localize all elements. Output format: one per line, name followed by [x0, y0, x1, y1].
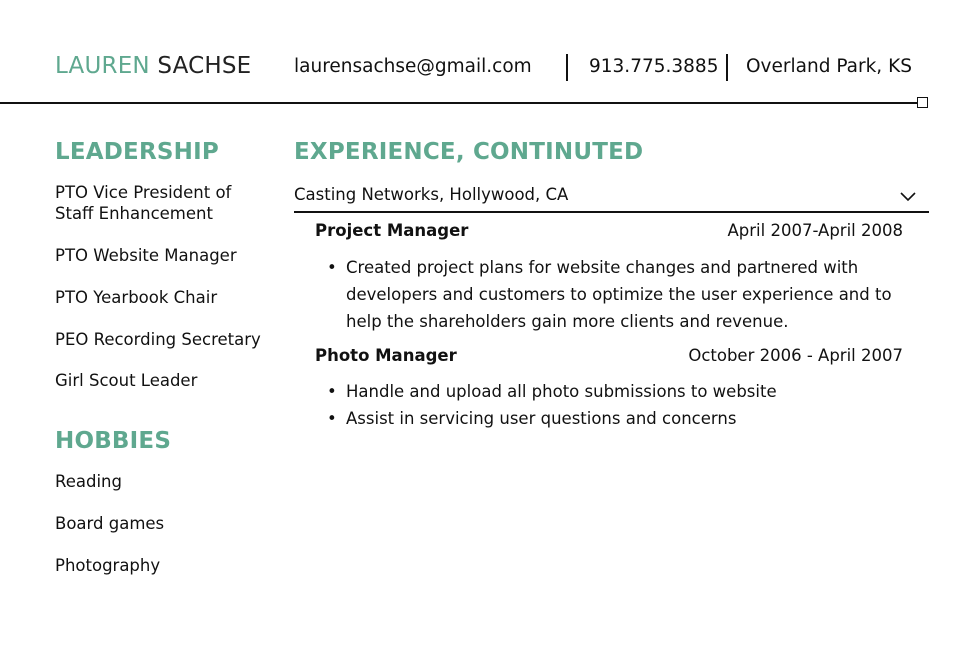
leadership-item: Staff Enhancement [55, 204, 213, 223]
job-title: Project Manager [315, 221, 469, 240]
leadership-title: LEADERSHIP [55, 139, 219, 165]
job-bullets [327, 378, 912, 432]
job-dates: April 2007-April 2008 [727, 221, 903, 240]
phone: 913.775.3885 [589, 56, 719, 77]
location: Overland Park, KS [746, 56, 912, 77]
header-rule [0, 102, 918, 104]
rule-end-square [917, 97, 928, 108]
hobby-item: Board games [55, 514, 165, 533]
leadership-item: PEO Recording Secretary [55, 330, 261, 349]
divider [566, 54, 568, 81]
company-name: Casting Networks, Hollywood, CA [294, 185, 569, 204]
divider [726, 54, 728, 81]
hobbies-title: HOBBIES [55, 428, 172, 454]
leadership-item: PTO Website Manager [55, 246, 237, 265]
email: laurensachse@gmail.com [294, 56, 532, 77]
company-rule [294, 211, 929, 213]
job-bullets [327, 254, 912, 335]
leadership-item: PTO Yearbook Chair [55, 288, 218, 307]
bullet-item: • Handle and upload all photo submissions to website [327, 378, 912, 405]
first-name: LAUREN [55, 53, 150, 79]
leadership-item: Girl Scout Leader [55, 371, 198, 390]
job-title: Photo Manager [315, 346, 457, 365]
hobby-item: Reading [55, 472, 122, 491]
job-dates: October 2006 - April 2007 [688, 346, 903, 365]
chevron-down-icon[interactable] [898, 186, 918, 206]
experience-title: EXPERIENCE, CONTINUTED [294, 139, 644, 165]
hobby-item: Photography [55, 556, 161, 575]
job-header [315, 346, 903, 365]
job-header [315, 221, 903, 240]
last-name: SACHSE [157, 53, 252, 79]
resume-name [55, 53, 251, 79]
bullet-item: • Created project plans for website changes and partnered with developers and customers to optimize the user experience and to help the shareholders gain more clients and revenue. [327, 254, 912, 335]
leadership-item: PTO Vice President of [55, 183, 232, 202]
bullet-item: • Assist in servicing user questions and concerns [327, 405, 912, 432]
